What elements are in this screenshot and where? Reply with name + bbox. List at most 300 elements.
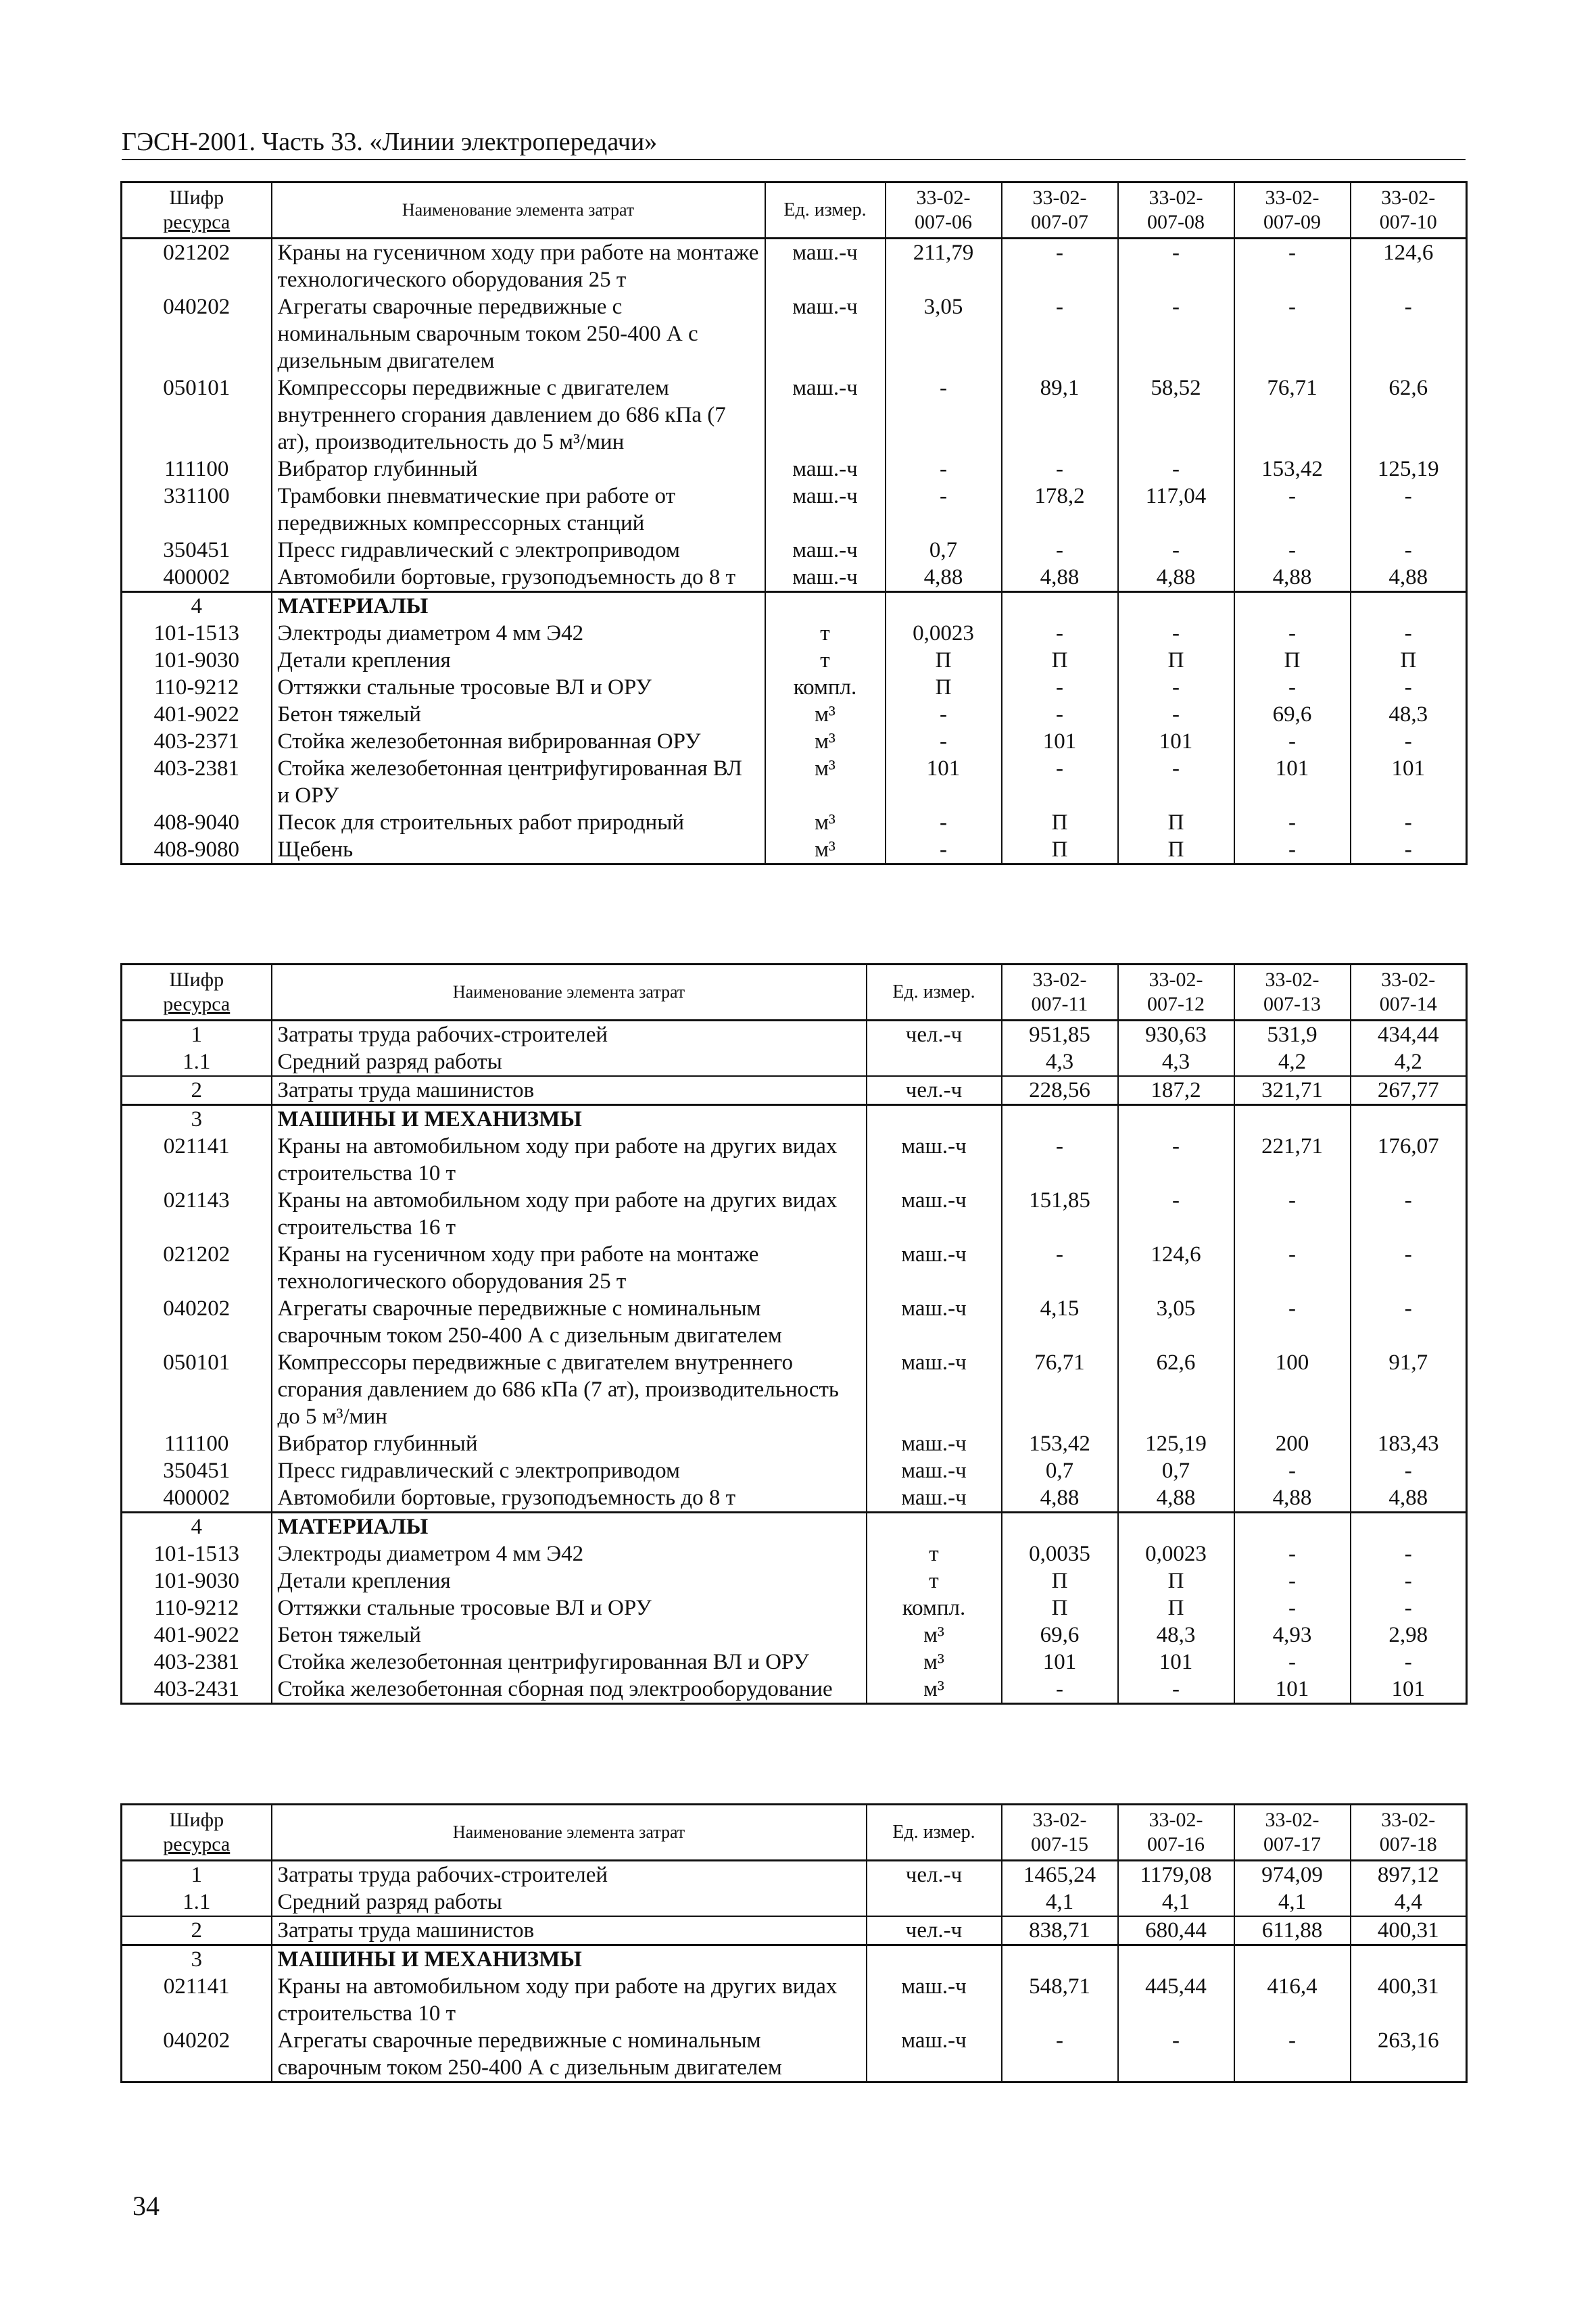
table-row — [122, 1187, 1467, 1241]
norm-value: - — [1234, 1540, 1351, 1567]
section-row — [122, 1513, 1467, 1541]
table-row — [122, 1021, 1467, 1049]
resource-cipher: 040202 — [122, 2027, 272, 2082]
norm-value: - — [1002, 620, 1118, 647]
norm-value: - — [1351, 620, 1467, 647]
norm-table-2 — [120, 963, 1468, 1705]
norm-value: 101 — [1002, 1649, 1118, 1676]
section-row — [122, 1105, 1467, 1134]
resource-cipher: 021141 — [122, 1973, 272, 2027]
cost-element-name: Оттяжки стальные тросовые ВЛ и ОРУ — [272, 1594, 867, 1622]
norm-value: - — [1351, 293, 1467, 374]
header-code: 33-02- 007-06 — [886, 182, 1002, 239]
norm-value — [1234, 592, 1351, 620]
table-row — [122, 1540, 1467, 1567]
table-header-row — [122, 965, 1467, 1021]
cost-element-name: Средний разряд работы — [272, 1048, 867, 1076]
norm-value: 211,79 — [886, 239, 1002, 294]
norm-value: - — [1118, 701, 1234, 728]
norm-value — [1234, 1513, 1351, 1541]
cost-element-name: Краны на автомобильном ходу при работе на других видах строительства 10 т — [272, 1973, 867, 2027]
unit: маш.-ч — [867, 1133, 1002, 1187]
norm-value: - — [1002, 239, 1118, 294]
table-row — [122, 1295, 1467, 1349]
unit: маш.-ч — [867, 1973, 1002, 2027]
resource-cipher: 111100 — [122, 456, 272, 483]
cost-element-name: Краны на гусеничном ходу при работе на монтаже технологического оборудования 25 т — [272, 239, 765, 294]
cost-element-name: Затраты труда машинистов — [272, 1916, 867, 1945]
norm-value: 0,0023 — [886, 620, 1002, 647]
norm-value: 4,1 — [1118, 1888, 1234, 1916]
norm-value: П — [1002, 836, 1118, 864]
cost-element-name: Компрессоры передвижные с двигателем внутреннего сгорания давлением до 686 кПа (7 ат), производительность до 5 м³/мин — [272, 1349, 867, 1430]
norm-value: 153,42 — [1002, 1430, 1118, 1457]
unit — [867, 1048, 1002, 1076]
norm-value: П — [1002, 1594, 1118, 1622]
norm-value: - — [1002, 755, 1118, 809]
table-row — [122, 647, 1467, 674]
norm-value: 4,2 — [1234, 1048, 1351, 1076]
table-header-row — [122, 1805, 1467, 1861]
cost-element-name: МАШИНЫ И МЕХАНИЗМЫ — [272, 1105, 867, 1134]
norm-value: - — [1234, 836, 1351, 864]
resource-cipher: 111100 — [122, 1430, 272, 1457]
cost-element-name: Бетон тяжелый — [272, 701, 765, 728]
norm-value: - — [886, 374, 1002, 456]
norm-value: - — [1234, 293, 1351, 374]
norm-value: П — [886, 674, 1002, 701]
norm-value: - — [1118, 1676, 1234, 1704]
norm-value — [1002, 1945, 1118, 1974]
norm-value: 3,05 — [1118, 1295, 1234, 1349]
cost-element-name: Песок для строительных работ природный — [272, 809, 765, 836]
norm-value: 100 — [1234, 1349, 1351, 1430]
norm-value: 0,0023 — [1118, 1540, 1234, 1567]
norm-value: - — [1351, 1457, 1467, 1484]
unit: м³ — [867, 1622, 1002, 1649]
norm-value: 101 — [1234, 1676, 1351, 1704]
norm-value: 4,88 — [1234, 1484, 1351, 1513]
norm-value: - — [886, 809, 1002, 836]
table-row — [122, 1676, 1467, 1704]
cost-element-name: Затраты труда рабочих-строителей — [272, 1861, 867, 1889]
resource-cipher: 400002 — [122, 564, 272, 592]
norm-value: 0,0035 — [1002, 1540, 1118, 1567]
norm-value: 62,6 — [1351, 374, 1467, 456]
cost-element-name: МАШИНЫ И МЕХАНИЗМЫ — [272, 1945, 867, 1974]
norm-value: 0,7 — [886, 537, 1002, 564]
cost-element-name: Вибратор глубинный — [272, 456, 765, 483]
resource-cipher: 403-2381 — [122, 1649, 272, 1676]
norm-value: 124,6 — [1118, 1241, 1234, 1295]
table-row — [122, 1649, 1467, 1676]
table-row — [122, 293, 1467, 374]
norm-value: 400,31 — [1351, 1916, 1467, 1945]
norm-value — [1002, 592, 1118, 620]
resource-cipher: 110-9212 — [122, 674, 272, 701]
norm-table-1 — [120, 181, 1468, 865]
unit: маш.-ч — [765, 483, 886, 537]
norm-value: 117,04 — [1118, 483, 1234, 537]
norm-value: П — [1234, 647, 1351, 674]
resource-cipher: 403-2431 — [122, 1676, 272, 1704]
table-row — [122, 1594, 1467, 1622]
norm-value: П — [1118, 647, 1234, 674]
norm-value: - — [1234, 1567, 1351, 1594]
norm-value: 4,88 — [1118, 1484, 1234, 1513]
norm-value: П — [1002, 1567, 1118, 1594]
table-header-row — [122, 182, 1467, 239]
header-code: 33-02- 007-07 — [1002, 182, 1118, 239]
unit: маш.-ч — [867, 1430, 1002, 1457]
norm-value: 101 — [1351, 755, 1467, 809]
norm-value: 4,4 — [1351, 1888, 1467, 1916]
norm-value — [1351, 592, 1467, 620]
norm-value: - — [1002, 1241, 1118, 1295]
norm-value: - — [1118, 674, 1234, 701]
norm-value: 48,3 — [1351, 701, 1467, 728]
norm-value: 4,88 — [1002, 564, 1118, 592]
norm-value: П — [1118, 1594, 1234, 1622]
resource-cipher: 021202 — [122, 1241, 272, 1295]
header-code: 33-02- 007-17 — [1234, 1805, 1351, 1861]
norm-value: 91,7 — [1351, 1349, 1467, 1430]
norm-value — [1002, 1105, 1118, 1134]
norm-value — [1234, 1105, 1351, 1134]
resource-cipher: 040202 — [122, 1295, 272, 1349]
norm-value: - — [1234, 2027, 1351, 2082]
unit: маш.-ч — [867, 1349, 1002, 1430]
norm-value: - — [886, 836, 1002, 864]
header-code: 33-02- 007-14 — [1351, 965, 1467, 1021]
norm-value: 974,09 — [1234, 1861, 1351, 1889]
norm-value: 176,07 — [1351, 1133, 1467, 1187]
norm-value: 930,63 — [1118, 1021, 1234, 1049]
norm-value: - — [1002, 537, 1118, 564]
norm-value: 101 — [1234, 755, 1351, 809]
resource-cipher: 408-9040 — [122, 809, 272, 836]
cost-element-name: Затраты труда рабочих-строителей — [272, 1021, 867, 1049]
page-header: ГЭСН-2001. Часть 33. «Линии электропередачи» — [122, 127, 1466, 160]
table-row — [122, 674, 1467, 701]
norm-value: 101 — [1351, 1676, 1467, 1704]
unit: м³ — [867, 1649, 1002, 1676]
norm-value: - — [886, 701, 1002, 728]
norm-value: 951,85 — [1002, 1021, 1118, 1049]
resource-cipher: 2 — [122, 1916, 272, 1945]
norm-value: 267,77 — [1351, 1076, 1467, 1105]
section-row — [122, 592, 1467, 620]
norm-value: 4,1 — [1234, 1888, 1351, 1916]
norm-value: - — [1234, 537, 1351, 564]
table-row — [122, 1861, 1467, 1889]
norm-value — [1118, 1945, 1234, 1974]
norm-value: - — [1234, 1241, 1351, 1295]
norm-value: 4,1 — [1002, 1888, 1118, 1916]
norm-value: 58,52 — [1118, 374, 1234, 456]
cost-element-name: Детали крепления — [272, 647, 765, 674]
resource-cipher: 050101 — [122, 1349, 272, 1430]
norm-value: 4,3 — [1118, 1048, 1234, 1076]
resource-cipher: 401-9022 — [122, 701, 272, 728]
cost-element-name: Стойка железобетонная вибрированная ОРУ — [272, 728, 765, 755]
cost-element-name: Детали крепления — [272, 1567, 867, 1594]
header-code: 33-02- 007-18 — [1351, 1805, 1467, 1861]
table-row — [122, 701, 1467, 728]
norm-value: 897,12 — [1351, 1861, 1467, 1889]
norm-value: 445,44 — [1118, 1973, 1234, 2027]
table-row — [122, 1916, 1467, 1945]
header-cipher: Шифр ресурса — [122, 182, 272, 239]
header-cipher: Шифр ресурса — [122, 1805, 272, 1861]
norm-value — [1118, 1513, 1234, 1541]
norm-value: 221,71 — [1234, 1133, 1351, 1187]
norm-value — [886, 592, 1002, 620]
norm-value: - — [1118, 620, 1234, 647]
unit: маш.-ч — [867, 1187, 1002, 1241]
norm-value: - — [1351, 674, 1467, 701]
norm-value — [1118, 1105, 1234, 1134]
resource-cipher: 408-9080 — [122, 836, 272, 864]
cost-element-name: Пресс гидравлический с электроприводом — [272, 1457, 867, 1484]
table-row — [122, 1241, 1467, 1295]
norm-value: 434,44 — [1351, 1021, 1467, 1049]
norm-value: - — [886, 456, 1002, 483]
norm-value: 2,98 — [1351, 1622, 1467, 1649]
table-row — [122, 755, 1467, 809]
unit: т — [867, 1567, 1002, 1594]
unit: чел.-ч — [867, 1076, 1002, 1105]
norm-value: - — [1002, 456, 1118, 483]
cost-element-name: Бетон тяжелый — [272, 1622, 867, 1649]
norm-value: 101 — [886, 755, 1002, 809]
norm-value: 200 — [1234, 1430, 1351, 1457]
table-row — [122, 374, 1467, 456]
norm-value: 76,71 — [1002, 1349, 1118, 1430]
cost-element-name: Трамбовки пневматические при работе от передвижных компрессорных станций — [272, 483, 765, 537]
cost-element-name: Вибратор глубинный — [272, 1430, 867, 1457]
table-row — [122, 836, 1467, 864]
norm-value: 101 — [1118, 728, 1234, 755]
resource-cipher: 350451 — [122, 1457, 272, 1484]
resource-cipher: 401-9022 — [122, 1622, 272, 1649]
norm-value: - — [1118, 537, 1234, 564]
table-row — [122, 537, 1467, 564]
resource-cipher: 101-1513 — [122, 1540, 272, 1567]
resource-cipher: 101-9030 — [122, 647, 272, 674]
norm-value: 125,19 — [1351, 456, 1467, 483]
norm-value: 611,88 — [1234, 1916, 1351, 1945]
norm-value: - — [1118, 1187, 1234, 1241]
table-row — [122, 728, 1467, 755]
resource-cipher: 021141 — [122, 1133, 272, 1187]
unit: компл. — [867, 1594, 1002, 1622]
unit: т — [765, 647, 886, 674]
norm-value — [1234, 1945, 1351, 1974]
unit: компл. — [765, 674, 886, 701]
norm-value: - — [1351, 1295, 1467, 1349]
norm-value: - — [1002, 2027, 1118, 2082]
unit: чел.-ч — [867, 1916, 1002, 1945]
norm-value: 69,6 — [1234, 701, 1351, 728]
norm-value: 680,44 — [1118, 1916, 1234, 1945]
norm-value: 400,31 — [1351, 1973, 1467, 2027]
resource-cipher: 1.1 — [122, 1048, 272, 1076]
header-name: Наименование элемента затрат — [272, 182, 765, 239]
table-row — [122, 1567, 1467, 1594]
norm-value: - — [1351, 836, 1467, 864]
norm-value: - — [1002, 1676, 1118, 1704]
header-code: 33-02- 007-13 — [1234, 965, 1351, 1021]
norm-value — [1351, 1105, 1467, 1134]
cost-element-name: МАТЕРИАЛЫ — [272, 1513, 867, 1541]
cost-element-name: Агрегаты сварочные передвижные с номинальным сварочным током 250-400 А с дизельным двигателем — [272, 1295, 867, 1349]
norm-value: П — [1118, 836, 1234, 864]
norm-value: 187,2 — [1118, 1076, 1234, 1105]
header-unit: Ед. измер. — [765, 182, 886, 239]
table-row — [122, 809, 1467, 836]
unit — [765, 592, 886, 620]
norm-value: 4,15 — [1002, 1295, 1118, 1349]
norm-value: 76,71 — [1234, 374, 1351, 456]
norm-value: - — [1118, 2027, 1234, 2082]
norm-value: П — [1118, 809, 1234, 836]
norm-value: - — [1351, 809, 1467, 836]
norm-value: 321,71 — [1234, 1076, 1351, 1105]
table-row — [122, 1349, 1467, 1430]
norm-value: - — [886, 483, 1002, 537]
table-row — [122, 1973, 1467, 2027]
norm-value: 101 — [1002, 728, 1118, 755]
norm-value: - — [1234, 620, 1351, 647]
unit — [867, 1945, 1002, 1974]
norm-value: - — [1351, 483, 1467, 537]
unit: м³ — [867, 1676, 1002, 1704]
unit: маш.-ч — [765, 374, 886, 456]
norm-value: - — [1234, 1295, 1351, 1349]
header-unit: Ед. измер. — [867, 965, 1002, 1021]
resource-cipher: 4 — [122, 1513, 272, 1541]
resource-cipher: 101-9030 — [122, 1567, 272, 1594]
norm-value: - — [886, 728, 1002, 755]
norm-value: - — [1234, 1187, 1351, 1241]
unit: маш.-ч — [867, 1457, 1002, 1484]
resource-cipher: 350451 — [122, 537, 272, 564]
unit: маш.-ч — [765, 239, 886, 294]
table-row — [122, 1484, 1467, 1513]
table-row — [122, 1457, 1467, 1484]
table-row — [122, 1430, 1467, 1457]
unit: маш.-ч — [867, 2027, 1002, 2082]
norm-value: П — [1002, 809, 1118, 836]
norm-value: 1179,08 — [1118, 1861, 1234, 1889]
norm-value: - — [1002, 674, 1118, 701]
resource-cipher: 110-9212 — [122, 1594, 272, 1622]
norm-value: 4,88 — [1002, 1484, 1118, 1513]
table-row — [122, 239, 1467, 294]
norm-value: 263,16 — [1351, 2027, 1467, 2082]
norm-value: 153,42 — [1234, 456, 1351, 483]
resource-cipher: 2 — [122, 1076, 272, 1105]
unit: маш.-ч — [765, 456, 886, 483]
table-row — [122, 564, 1467, 592]
norm-value: - — [1351, 728, 1467, 755]
norm-value: 3,05 — [886, 293, 1002, 374]
norm-value: 0,7 — [1002, 1457, 1118, 1484]
norm-value: П — [886, 647, 1002, 674]
unit: т — [765, 620, 886, 647]
cost-element-name: Краны на автомобильном ходу при работе на других видах строительства 16 т — [272, 1187, 867, 1241]
norm-value: - — [1351, 537, 1467, 564]
header-code: 33-02- 007-16 — [1118, 1805, 1234, 1861]
norm-value: 4,88 — [1234, 564, 1351, 592]
resource-cipher: 1 — [122, 1021, 272, 1049]
resource-cipher: 403-2371 — [122, 728, 272, 755]
norm-value: - — [1234, 728, 1351, 755]
unit: маш.-ч — [765, 564, 886, 592]
cost-element-name: Электроды диаметром 4 мм Э42 — [272, 1540, 867, 1567]
norm-value: - — [1234, 674, 1351, 701]
unit — [867, 1888, 1002, 1916]
norm-value: 62,6 — [1118, 1349, 1234, 1430]
norm-value: 151,85 — [1002, 1187, 1118, 1241]
norm-value — [1002, 1513, 1118, 1541]
header-code: 33-02- 007-09 — [1234, 182, 1351, 239]
norm-value: 125,19 — [1118, 1430, 1234, 1457]
page-number: 34 — [132, 2191, 160, 2221]
norm-value: - — [1002, 1133, 1118, 1187]
norm-value: 548,71 — [1002, 1973, 1118, 2027]
norm-value: П — [1351, 647, 1467, 674]
norm-value — [1351, 1513, 1467, 1541]
norm-value: - — [1351, 1187, 1467, 1241]
header-name: Наименование элемента затрат — [272, 1805, 867, 1861]
unit — [867, 1513, 1002, 1541]
cost-element-name: Агрегаты сварочные передвижные с номинальным сварочным током 250-400 А с дизельным двигателем — [272, 2027, 867, 2082]
cost-element-name: Оттяжки стальные тросовые ВЛ и ОРУ — [272, 674, 765, 701]
cost-element-name: Краны на гусеничном ходу при работе на монтаже технологического оборудования 25 т — [272, 1241, 867, 1295]
table-row — [122, 483, 1467, 537]
norm-value: - — [1234, 809, 1351, 836]
norm-value — [1118, 592, 1234, 620]
cost-element-name: Автомобили бортовые, грузоподъемность до 8 т — [272, 564, 765, 592]
unit: м³ — [765, 836, 886, 864]
header-code: 33-02- 007-12 — [1118, 965, 1234, 1021]
cost-element-name: Затраты труда машинистов — [272, 1076, 867, 1105]
unit: м³ — [765, 701, 886, 728]
norm-value: 531,9 — [1234, 1021, 1351, 1049]
norm-value: - — [1118, 239, 1234, 294]
norm-value: - — [1234, 1457, 1351, 1484]
norm-value: - — [1351, 1241, 1467, 1295]
norm-value: - — [1234, 1649, 1351, 1676]
header-cipher: Шифр ресурса — [122, 965, 272, 1021]
norm-value: 1465,24 — [1002, 1861, 1118, 1889]
table-row — [122, 1076, 1467, 1105]
norm-value: 4,2 — [1351, 1048, 1467, 1076]
norm-value: П — [1002, 647, 1118, 674]
unit — [867, 1105, 1002, 1134]
unit: м³ — [765, 809, 886, 836]
norm-value: - — [1002, 293, 1118, 374]
cost-element-name: Щебень — [272, 836, 765, 864]
cost-element-name: Средний разряд работы — [272, 1888, 867, 1916]
norm-table-3 — [120, 1803, 1468, 2083]
norm-value: - — [1351, 1540, 1467, 1567]
norm-value: 4,3 — [1002, 1048, 1118, 1076]
norm-value: 4,88 — [1351, 1484, 1467, 1513]
unit: маш.-ч — [765, 537, 886, 564]
